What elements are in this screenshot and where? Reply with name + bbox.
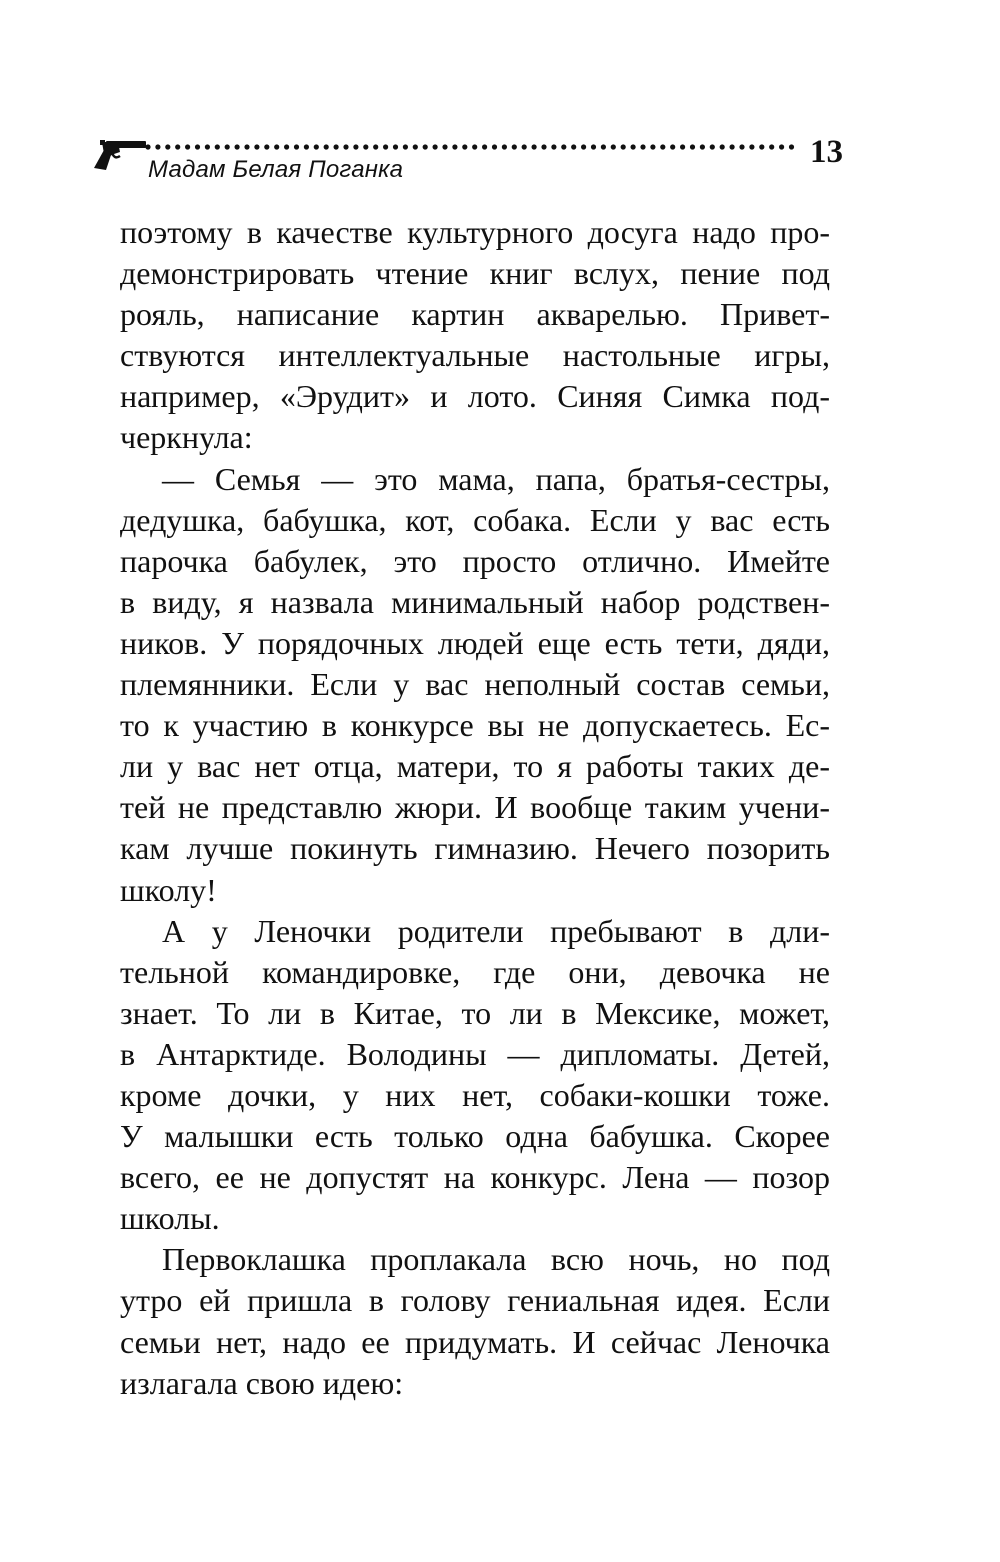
text-line: У малышки есть только одна бабушка. Скорее — [120, 1118, 830, 1155]
page-number: 13 — [810, 134, 843, 170]
text-line: утро ей пришла в голову гениальная идея. Если — [120, 1282, 830, 1319]
leader-dot — [215, 144, 220, 149]
leader-dot — [334, 144, 339, 149]
leader-dot — [403, 144, 408, 149]
leader-dot — [205, 144, 210, 149]
leader-dot — [343, 144, 348, 149]
text-line: А у Леночки родители пребывают в дли- — [162, 912, 830, 949]
leader-dot — [373, 144, 378, 149]
leader-dot — [660, 144, 665, 149]
leader-dot — [690, 144, 695, 149]
leader-dot — [175, 144, 180, 149]
text-line: в виду, я назвала минимальный набор родствен- — [120, 583, 830, 620]
text-line: школы. — [120, 1200, 220, 1237]
leader-dot — [294, 144, 299, 149]
leader-dot — [730, 144, 735, 149]
running-header — [92, 132, 852, 192]
leader-dot — [442, 144, 447, 149]
text-line: демонстрировать чтение книг вслух, пение под — [120, 255, 830, 292]
leader-dot — [472, 144, 477, 149]
leader-dot — [244, 144, 249, 149]
revolver-icon — [92, 138, 148, 172]
leader-dots — [144, 142, 844, 152]
leader-dot — [621, 144, 626, 149]
text-line: парочка бабулек, это просто отлично. Имейте — [120, 542, 830, 579]
leader-dot — [571, 144, 576, 149]
leader-dot — [155, 144, 160, 149]
text-line: ников. У порядочных людей еще есть тети, дяди, — [120, 624, 830, 661]
leader-dot — [502, 144, 507, 149]
leader-dot — [700, 144, 705, 149]
leader-dot — [324, 144, 329, 149]
text-line: кроме дочки, у них нет, собаки-кошки тоже. — [120, 1076, 830, 1113]
leader-dot — [640, 144, 645, 149]
leader-dot — [195, 144, 200, 149]
leader-dot — [274, 144, 279, 149]
leader-dot — [413, 144, 418, 149]
text-line: тей не представлю жюри. И вообще таким учени- — [120, 789, 830, 826]
text-line: племянники. Если у вас неполный состав семьи, — [120, 666, 830, 703]
leader-dot — [720, 144, 725, 149]
text-line: рояль, написание картин акварелью. Привет- — [120, 296, 830, 333]
leader-dot — [739, 144, 744, 149]
leader-dot — [789, 144, 794, 149]
leader-dot — [482, 144, 487, 149]
text-line: поэтому в качестве культурного досуга надо про- — [120, 214, 830, 250]
text-line: Первоклашка проплакала всю ночь, но под — [162, 1241, 830, 1278]
leader-dot — [591, 144, 596, 149]
leader-dot — [145, 144, 150, 149]
leader-dot — [710, 144, 715, 149]
text-line: в Антарктиде. Володины — дипломаты. Детей, — [120, 1035, 830, 1072]
leader-dot — [433, 144, 438, 149]
text-line: кам лучше покинуть гимназию. Нечего позорить — [120, 830, 830, 867]
body-text — [120, 212, 830, 1404]
leader-dot — [779, 144, 784, 149]
leader-dot — [551, 144, 556, 149]
text-line: например, «Эрудит» и лото. Синяя Симка под- — [120, 378, 830, 415]
leader-dot — [631, 144, 636, 149]
text-line: ли у вас нет отца, матери, то я работы таких де- — [120, 748, 830, 785]
leader-dot — [541, 144, 546, 149]
leader-dot — [423, 144, 428, 149]
text-line: излагала свою идею: — [120, 1364, 404, 1401]
running-title: Мадам Белая Поганка — [148, 156, 404, 183]
text-line: то к участию в конкурсе вы не допускаетесь. Ес- — [120, 707, 830, 744]
leader-dot — [235, 144, 240, 149]
leader-dot — [353, 144, 358, 149]
leader-dot — [284, 144, 289, 149]
leader-dot — [393, 144, 398, 149]
text-line: семьи нет, надо ее придумать. И сейчас Леночка — [120, 1323, 830, 1360]
text-line: ствуются интеллектуальные настольные игры, — [120, 337, 830, 374]
leader-dot — [532, 144, 537, 149]
text-line: дедушка, бабушка, кот, собака. Если у вас есть — [120, 501, 830, 538]
leader-dot — [185, 144, 190, 149]
text-line: знает. То ли в Китае, то ли в Мексике, может, — [120, 994, 830, 1031]
leader-dot — [670, 144, 675, 149]
text-line: тельной командировке, где они, девочка не — [120, 953, 830, 990]
leader-dot — [601, 144, 606, 149]
leader-dot — [383, 144, 388, 149]
leader-dot — [492, 144, 497, 149]
leader-dot — [749, 144, 754, 149]
leader-dot — [561, 144, 566, 149]
leader-dot — [452, 144, 457, 149]
leader-dot — [462, 144, 467, 149]
leader-dot — [264, 144, 269, 149]
leader-dot — [363, 144, 368, 149]
leader-dot — [225, 144, 230, 149]
leader-dot — [680, 144, 685, 149]
leader-dot — [512, 144, 517, 149]
leader-dot — [304, 144, 309, 149]
text-line: черкнула: — [120, 419, 253, 456]
leader-dot — [650, 144, 655, 149]
leader-dot — [611, 144, 616, 149]
leader-dot — [254, 144, 259, 149]
leader-dot — [522, 144, 527, 149]
leader-dot — [314, 144, 319, 149]
leader-dot — [769, 144, 774, 149]
text-line: школу! — [120, 871, 217, 908]
leader-dot — [759, 144, 764, 149]
text-line: — Семья — это мама, папа, братья-сестры, — [162, 460, 830, 497]
leader-dot — [581, 144, 586, 149]
text-line: всего, ее не допустят на конкурс. Лена — позор — [120, 1159, 830, 1196]
leader-dot — [165, 144, 170, 149]
